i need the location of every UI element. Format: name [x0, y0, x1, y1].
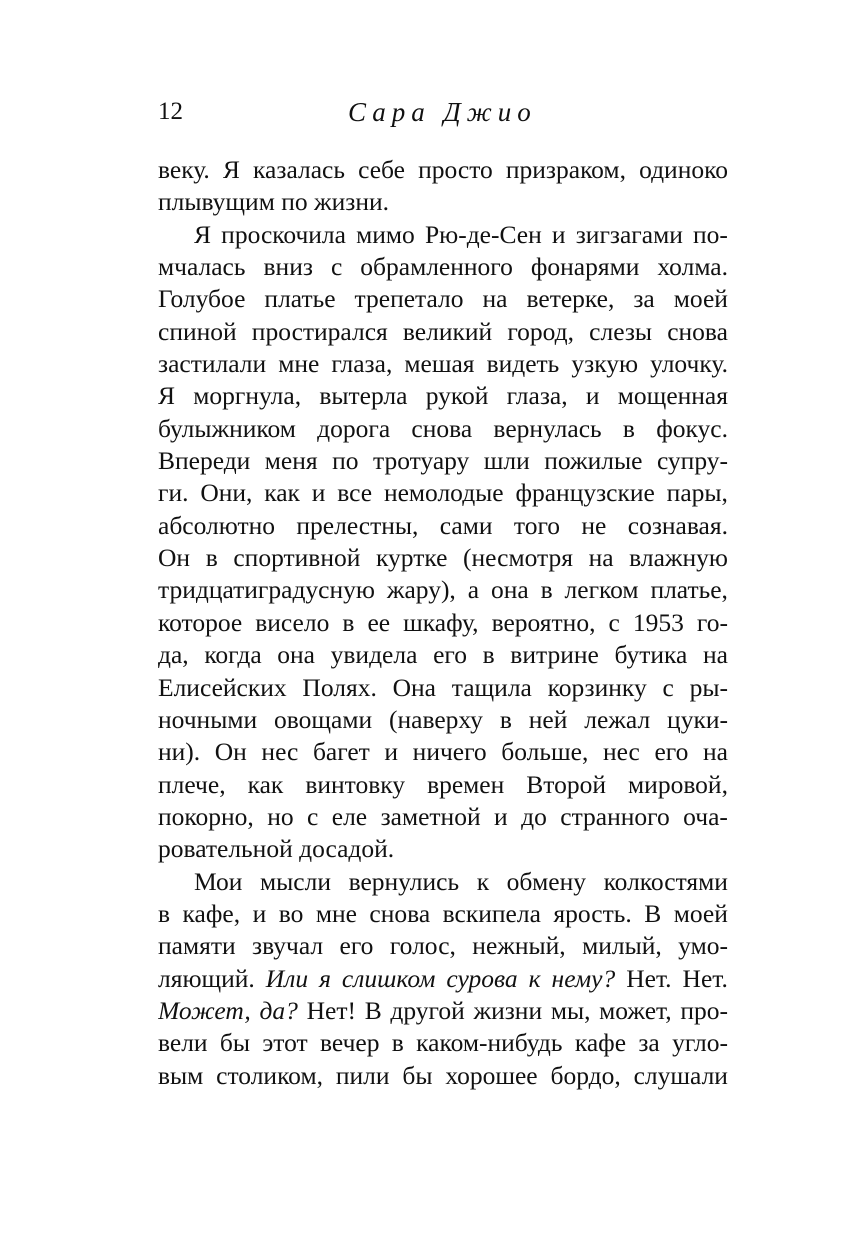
word: снова — [411, 413, 473, 443]
word: его — [433, 640, 467, 670]
word: вытерла — [319, 381, 408, 411]
word: влажную — [629, 543, 728, 573]
word: Нет. — [626, 963, 672, 993]
paragraph — [158, 866, 728, 1092]
word: обмену — [506, 866, 586, 896]
word: и — [311, 478, 326, 508]
word: ночными — [158, 704, 258, 734]
word: кафе, — [182, 898, 241, 928]
word: мировой, — [628, 769, 728, 799]
word: тащила — [451, 672, 532, 702]
word: не — [581, 510, 607, 540]
word: и — [494, 801, 508, 831]
word: нежный, — [472, 931, 566, 961]
word: Рю-де-Сен — [424, 219, 542, 249]
word: платье, — [650, 575, 728, 605]
word: пили — [335, 1060, 390, 1090]
word: ее — [367, 607, 391, 637]
word: Полях. — [302, 672, 377, 702]
word: еле — [331, 801, 368, 831]
word: себе — [358, 155, 405, 184]
word: вернулись — [348, 866, 460, 896]
word: больше, — [501, 737, 589, 767]
word: которое — [158, 607, 243, 637]
italic-word: да? — [259, 995, 298, 1025]
text-line — [158, 380, 728, 412]
word: вскипела — [442, 898, 541, 928]
word: витрине — [510, 640, 599, 670]
word: бы — [402, 1060, 433, 1090]
word: ничего — [412, 737, 487, 767]
italic-word: Может, — [158, 995, 251, 1025]
word: и — [585, 381, 600, 411]
word: мчалась — [158, 252, 246, 282]
word: Я — [222, 155, 240, 184]
text-line — [158, 445, 728, 477]
word: с — [330, 252, 343, 282]
word: 1953 — [632, 607, 684, 637]
text-line — [158, 833, 728, 865]
word: казалась — [253, 155, 345, 184]
text-line — [158, 801, 728, 833]
word: сознавая. — [627, 510, 728, 540]
word: Нет. — [682, 963, 728, 993]
word: оча- — [683, 801, 728, 831]
text-line — [158, 995, 728, 1027]
word: Елисейских — [158, 672, 287, 702]
text-line — [158, 1060, 728, 1092]
word: моей — [673, 898, 728, 928]
word: на — [482, 284, 508, 314]
italic-word: Или — [265, 963, 309, 993]
word: на — [702, 640, 728, 670]
word: вечер — [320, 1028, 380, 1058]
word: нес — [602, 737, 640, 767]
word: Я — [194, 219, 212, 249]
word: лежал — [584, 704, 651, 734]
word: слушали — [633, 1060, 728, 1090]
word: ярость. — [553, 898, 632, 928]
word: французские — [515, 478, 655, 508]
word: висело — [255, 607, 330, 637]
word: бутика — [614, 640, 688, 670]
word: Он — [158, 543, 191, 573]
word: одиноко — [639, 155, 728, 184]
word: жизни — [473, 995, 543, 1025]
word: мне — [278, 349, 320, 379]
word: шли — [483, 446, 530, 476]
word: холма. — [657, 252, 728, 282]
word: мысли — [260, 866, 331, 896]
word: слезы — [589, 316, 653, 346]
word: Я — [158, 381, 176, 411]
word: ляющий. — [158, 963, 255, 993]
word: тротуару — [372, 446, 470, 476]
word: до — [521, 801, 547, 831]
text-line — [158, 510, 728, 542]
word: фонарями — [530, 252, 640, 282]
word: в — [482, 640, 495, 670]
word: тридцатиградусную — [158, 575, 375, 605]
word: за — [638, 1028, 660, 1058]
word: угло- — [672, 1028, 728, 1058]
word: зигзагами — [575, 219, 683, 249]
word: в — [391, 1028, 404, 1058]
text-line — [158, 607, 728, 639]
word: спиной — [158, 316, 237, 346]
word: за — [633, 284, 655, 314]
word: винтовку — [305, 769, 406, 799]
word: может, — [599, 995, 672, 1025]
paragraph — [158, 219, 728, 866]
word: вероятно, — [491, 607, 596, 637]
word: Второй — [526, 769, 607, 799]
word: в — [205, 543, 218, 573]
word: шкафу, — [403, 607, 479, 637]
word: вели — [158, 1028, 208, 1058]
word: (несмотря — [463, 543, 573, 573]
word: жару), — [386, 575, 456, 605]
text-line — [158, 574, 728, 606]
word: столиком, — [216, 1060, 323, 1090]
word: все — [337, 478, 373, 508]
word: просто — [418, 155, 493, 184]
word: памяти — [158, 931, 236, 961]
text-segment: плывущим по жизни. — [158, 187, 389, 217]
word: в — [342, 607, 355, 637]
word: сами — [439, 510, 493, 540]
text-line — [158, 930, 728, 962]
italic-word: слишком — [341, 963, 436, 993]
word: голос, — [389, 931, 456, 961]
word: великий — [402, 316, 493, 346]
text-segment: ровательной досадой. — [158, 834, 395, 864]
word: мощенная — [617, 381, 728, 411]
word: этот — [262, 1028, 308, 1058]
text-line — [158, 413, 728, 445]
text-line — [158, 963, 728, 995]
word: глаза, — [506, 381, 568, 411]
word: звучал — [252, 931, 324, 961]
word: Они, — [200, 478, 253, 508]
text-line — [158, 542, 728, 574]
word: проскочила — [221, 219, 346, 249]
text-line — [158, 866, 728, 898]
word: обрамленного — [360, 252, 513, 282]
word: видеть — [486, 349, 560, 379]
word: бордо, — [550, 1060, 621, 1090]
word: она — [277, 640, 315, 670]
word: трепетало — [354, 284, 464, 314]
word: Мои — [194, 866, 243, 896]
word: пары, — [666, 478, 728, 508]
word: а — [467, 575, 480, 605]
word: фокус. — [656, 413, 728, 443]
word: по — [332, 446, 359, 476]
word: того — [513, 510, 561, 540]
word: веку. — [158, 155, 210, 184]
italic-word: к — [528, 963, 541, 993]
word: моей — [673, 284, 728, 314]
word: каком-нибудь — [416, 1028, 563, 1058]
word: рукой — [425, 381, 489, 411]
word: но — [267, 801, 294, 831]
word: Голубое — [158, 284, 246, 314]
word: странного — [560, 801, 670, 831]
word: овощами — [274, 704, 373, 734]
word: на — [702, 737, 728, 767]
word: Она — [392, 672, 436, 702]
text-line — [158, 704, 728, 736]
word: увидела — [330, 640, 418, 670]
word: к — [476, 866, 490, 896]
word: нес — [261, 737, 299, 767]
page-header — [158, 92, 728, 132]
word: вернулась — [493, 413, 602, 443]
word: с — [307, 801, 319, 831]
word: и — [551, 219, 566, 249]
text-line — [158, 769, 728, 801]
text-line — [158, 186, 728, 218]
text-line — [158, 1027, 728, 1059]
text-line — [158, 283, 728, 315]
word: другой — [390, 995, 465, 1025]
word: прелестны, — [296, 510, 419, 540]
text-line — [158, 736, 728, 768]
word: Впереди — [158, 446, 251, 476]
word: хорошее — [445, 1060, 538, 1090]
word: застилали — [158, 349, 267, 379]
word: кафе — [574, 1028, 627, 1058]
word: про- — [680, 995, 728, 1025]
word: го- — [696, 607, 728, 637]
word: на — [588, 543, 614, 573]
italic-word: сурова — [446, 963, 518, 993]
text-line — [158, 251, 728, 283]
text-line — [158, 672, 728, 704]
word: дорога — [317, 413, 391, 443]
word: заметной — [380, 801, 481, 831]
word: ни). — [158, 737, 201, 767]
word: и — [384, 737, 399, 767]
word: времен — [427, 769, 505, 799]
word: в — [540, 575, 553, 605]
word: пожилые — [544, 446, 643, 476]
word: абсолютно — [158, 510, 276, 540]
word: ры- — [689, 672, 728, 702]
text-line — [158, 348, 728, 380]
text-line — [158, 316, 728, 348]
word: снова — [369, 898, 431, 928]
paragraph — [158, 154, 728, 219]
word: покорно, — [158, 801, 254, 831]
word: вым — [158, 1060, 204, 1090]
word: мешая — [404, 349, 475, 379]
word: милый, — [582, 931, 662, 961]
word: простирался — [251, 316, 388, 346]
word: Нет! — [306, 995, 356, 1025]
word: по- — [693, 219, 728, 249]
word: как — [247, 769, 284, 799]
word: вниз — [263, 252, 313, 282]
word: в — [622, 413, 635, 443]
word: его — [339, 931, 374, 961]
text-line — [158, 154, 728, 186]
word: немолодые — [383, 478, 504, 508]
word: его — [654, 737, 689, 767]
word: корзинку — [547, 672, 647, 702]
word: умо- — [678, 931, 728, 961]
word: она — [490, 575, 529, 605]
word: ней — [528, 704, 568, 734]
body-text — [158, 154, 728, 1092]
italic-word: я — [319, 963, 331, 993]
word: булыжником — [158, 413, 296, 443]
word: узкую — [571, 349, 639, 379]
word: В — [364, 995, 382, 1025]
word: В — [644, 898, 662, 928]
word: в — [499, 704, 512, 734]
text-line — [158, 477, 728, 509]
word: плече, — [158, 769, 226, 799]
word: мимо — [356, 219, 415, 249]
word: Он — [214, 737, 247, 767]
text-line — [158, 898, 728, 930]
text-line — [158, 219, 728, 251]
word: легком — [564, 575, 639, 605]
word: колкостями — [603, 866, 728, 896]
word: с — [662, 672, 674, 702]
word: глаза, — [331, 349, 393, 379]
word: в — [158, 898, 171, 928]
page-number: 12 — [158, 98, 183, 125]
word: куртке — [376, 543, 448, 573]
word: мне — [315, 898, 357, 928]
word: как — [264, 478, 300, 508]
word: снова — [667, 316, 728, 346]
word: цуки- — [667, 704, 728, 734]
word: багет — [312, 737, 370, 767]
word: с — [608, 607, 620, 637]
italic-word: нему? — [551, 963, 616, 993]
word: и — [252, 898, 267, 928]
word: улочку. — [650, 349, 728, 379]
running-head-author: Сара Джио — [348, 97, 537, 127]
word: бы — [219, 1028, 251, 1058]
word: спортивной — [233, 543, 361, 573]
word: призраком, — [505, 155, 626, 184]
word: мы, — [550, 995, 591, 1025]
word: моргнула, — [193, 381, 302, 411]
word: платье — [264, 284, 336, 314]
word: супру- — [656, 446, 728, 476]
word: город, — [507, 316, 575, 346]
word: ветерке, — [526, 284, 615, 314]
word: во — [278, 898, 304, 928]
word: ги. — [158, 478, 189, 508]
word: да, — [158, 640, 189, 670]
word: меня — [264, 446, 318, 476]
word: когда — [204, 640, 262, 670]
word: (наверху — [388, 704, 483, 734]
text-line — [158, 639, 728, 671]
